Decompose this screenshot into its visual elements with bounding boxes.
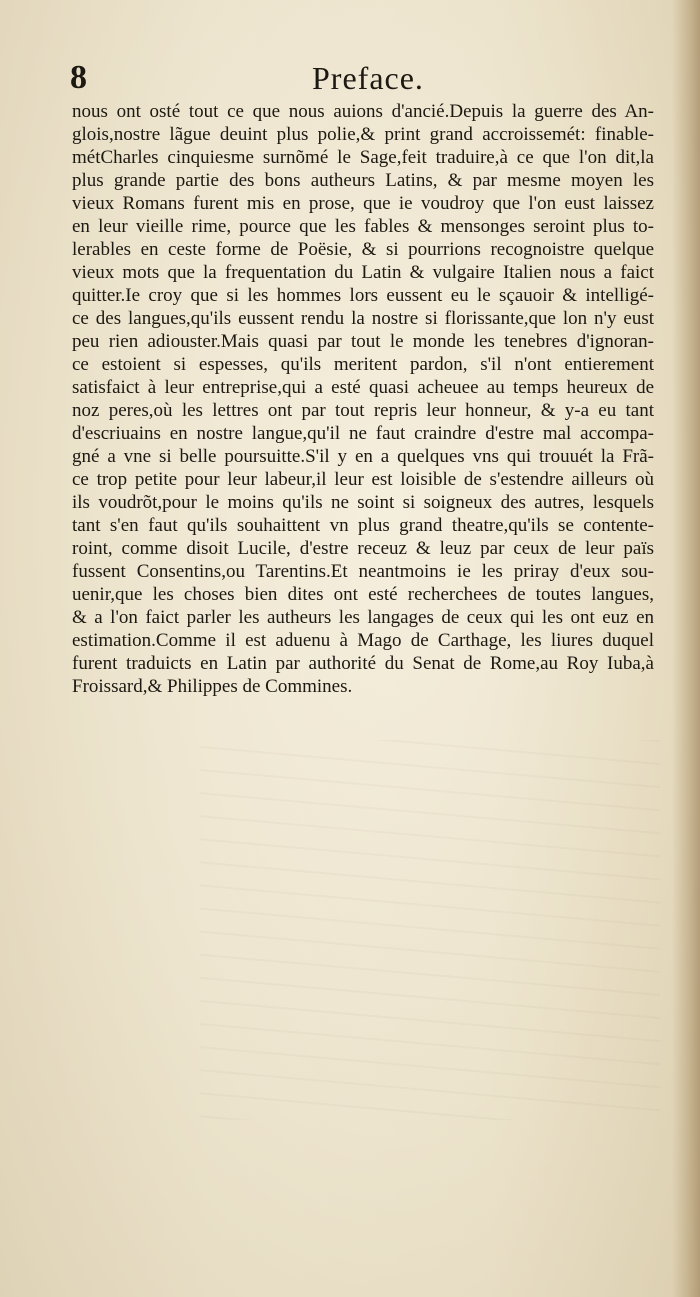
text-line: glois,nostre lãgue deuint plus polie,& print grand accroissemét: finable- <box>72 124 654 145</box>
show-through-bleed <box>200 740 660 1120</box>
page-number: 8 <box>70 59 87 96</box>
text-line: & a l'on faict parler les autheurs les langages de ceux qui les ont euz en <box>72 607 654 628</box>
running-head: Preface. <box>312 60 424 96</box>
text-line: ils voudrõt,pour le moins qu'ils ne soint si soigneux des autres, lesquels <box>72 492 654 513</box>
text-line: ce trop petite pour leur labeur,il leur est loisible de s'estendre ailleurs où <box>72 469 654 490</box>
text-line: en leur vieille rime, pource que les fables & mensonges seroint plus to- <box>72 216 654 237</box>
text-line: fussent Consentins,ou Tarentins.Et neantmoins ie les priray d'eux sou- <box>72 561 654 582</box>
text-line: métCharles cinquiesme surnõmé le Sage,feit traduire,à ce que l'on dit,la <box>72 147 654 168</box>
text-line: plus grande partie des bons autheurs Latins, & par mesme moyen les <box>72 170 654 191</box>
page-gutter-shadow <box>672 0 700 1297</box>
text-line: Froissard,& Philippes de Commines. <box>72 676 353 697</box>
text-line: ce estoient si espesses, qu'ils meritent pardon, s'il n'ont entierement <box>72 354 654 375</box>
text-line: satisfaict à leur entreprise,qui a esté quasi acheuee au temps heureux de <box>72 377 654 398</box>
text-line: tant s'en faut qu'ils souhaittent vn plus grand theatre,qu'ils se contente- <box>72 515 654 536</box>
text-line: lerables en ceste forme de Poësie, & si pourrions recognoistre quelque <box>72 239 654 260</box>
body-text <box>72 100 654 698</box>
text-line: gné a vne si belle poursuitte.S'il y en a quelques vns qui trouuét la Frã- <box>72 446 654 467</box>
text-line: vieux mots que la frequentation du Latin & vulgaire Italien nous a faict <box>72 262 654 283</box>
text-line: peu rien adiouster.Mais quasi par tout le monde les tenebres d'ignoran- <box>72 331 654 352</box>
text-line: vieux Romans furent mis en prose, que ie voudroy que l'on eust laissez <box>72 193 654 214</box>
text-line: nous ont osté tout ce que nous auions d'ancié.Depuis la guerre des An- <box>72 101 654 122</box>
text-line: furent traduicts en Latin par authorité du Senat de Rome,au Roy Iuba,à <box>72 653 654 674</box>
text-line: d'escriuains en nostre langue,qu'il ne faut craindre d'estre mal accompa- <box>72 423 654 444</box>
text-line: quitter.Ie croy que si les hommes lors eussent eu le sçauoir & intelligé- <box>72 285 654 306</box>
text-line: noz peres,où les lettres ont par tout repris leur honneur, & y-a eu tant <box>72 400 654 421</box>
text-line: ce des langues,qu'ils eussent rendu la nostre si florissante,que lon n'y eust <box>72 308 654 329</box>
text-line: uenir,que les choses bien dites ont esté recherchees de toutes langues, <box>72 584 654 605</box>
text-line: roint, comme disoit Lucile, d'estre receuz & leuz par ceux de leur païs <box>72 538 654 559</box>
text-line: estimation.Comme il est aduenu à Mago de Carthage, les liures duquel <box>72 630 654 651</box>
